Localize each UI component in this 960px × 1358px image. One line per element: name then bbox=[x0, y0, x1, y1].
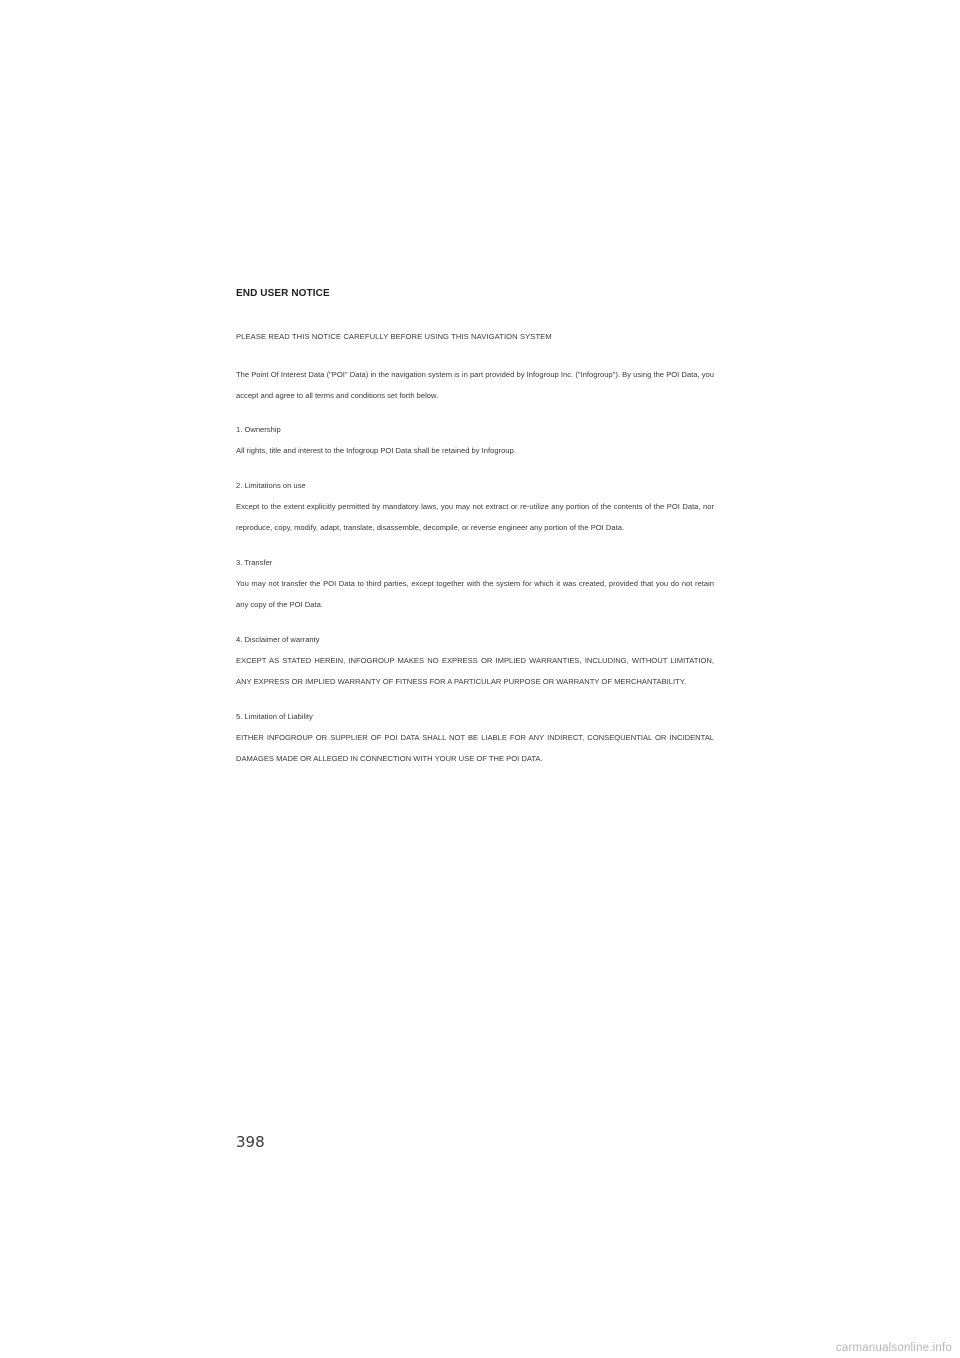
notice-title: END USER NOTICE bbox=[236, 288, 330, 299]
notice-intro: The Point Of Interest Data ("POI" Data) in the navigation system is in part provided by Infogroup Inc. ("Infogroup"). By using the POI Data, you accept and agree to all terms and conditions set forth below. bbox=[236, 370, 714, 400]
section-body: All rights, title and interest to the Infogroup POI Data shall be retained by Infogroup. bbox=[236, 446, 516, 455]
section-transfer bbox=[236, 552, 714, 615]
section-heading: 5. Limitation of Liability bbox=[236, 712, 313, 721]
section-heading: 4. Disclaimer of warranty bbox=[236, 635, 320, 644]
section-body: EXCEPT AS STATED HEREIN, INFOGROUP MAKES NO EXPRESS OR IMPLIED WARRANTIES, INCLUDING, WITHOUT LIMITATION, ANY EXPRESS OR IMPLIED WARRANTY OF FITNESS FOR A PARTICULAR PURPOSE OR WARRANTY OF MERCHANTABILITY. bbox=[236, 656, 714, 686]
section-heading: 2. Limitations on use bbox=[236, 481, 306, 490]
section-limitations-on-use bbox=[236, 475, 714, 538]
section-ownership bbox=[236, 419, 714, 461]
section-heading: 3. Transfer bbox=[236, 558, 273, 567]
section-heading: 1. Ownership bbox=[236, 425, 281, 434]
section-body: You may not transfer the POI Data to third parties, except together with the system for which it was created, provided that you do not retain any copy of the POI Data. bbox=[236, 579, 714, 609]
section-limitation-of-liability bbox=[236, 706, 714, 769]
notice-warning: PLEASE READ THIS NOTICE CAREFULLY BEFORE USING THIS NAVIGATION SYSTEM bbox=[236, 332, 552, 341]
section-disclaimer-of-warranty bbox=[236, 629, 714, 692]
end-user-notice bbox=[236, 288, 714, 783]
section-body: EITHER INFOGROUP OR SUPPLIER OF POI DATA SHALL NOT BE LIABLE FOR ANY INDIRECT, CONSEQUENTIAL OR INCIDENTAL DAMAGES MADE OR ALLEGED IN CONNECTION WITH YOUR USE OF THE POI DATA. bbox=[236, 733, 714, 763]
section-body: Except to the extent explicitly permitted by mandatory laws, you may not extract or re-utilize any portion of the contents of the POI Data, nor reproduce, copy, modify, adapt, translate, disassemble, decompile, or reverse engineer any portion of the POI Data. bbox=[236, 502, 714, 532]
page-number: 398 bbox=[236, 1133, 265, 1151]
watermark: carmanualsonline.info bbox=[835, 1342, 952, 1354]
